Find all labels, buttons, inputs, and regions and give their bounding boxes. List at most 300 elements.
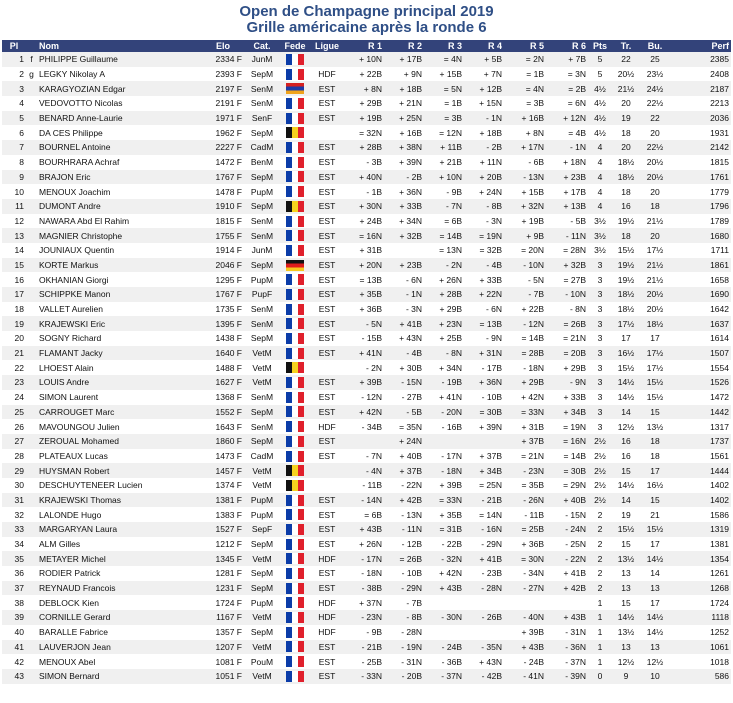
cell-ligue: EST [318, 245, 336, 256]
cell-r3: = 6B [444, 215, 462, 226]
cell-r2: + 32B [384, 228, 424, 243]
cell-r5: = 14B [521, 333, 544, 344]
cell-r6: + 32B [546, 258, 588, 273]
cell-tr: 20 [621, 98, 631, 109]
cell-bu: 13 [640, 581, 670, 596]
page-header [0, 0, 733, 40]
cell-pl: 25 [2, 405, 26, 420]
cell-r2: - 10B [401, 568, 422, 579]
cell-r3: = 4N [424, 52, 464, 67]
cell-r1: + 19B [344, 111, 384, 126]
cell-perf: 586 [670, 669, 731, 684]
table-row [2, 669, 731, 684]
flag-fr-icon [286, 318, 304, 329]
cell-r1: + 36B [359, 304, 382, 315]
cell-r2: - 28N [401, 627, 422, 638]
table-row [2, 302, 731, 317]
cell-r4: + 33B [479, 274, 502, 285]
cell-name: LAUVERJON Jean [37, 640, 202, 655]
cell-r4: + 34B [464, 463, 504, 478]
col-header-r1: R 1 [344, 40, 384, 52]
cell-bu: 20½ [646, 304, 664, 315]
cell-bu: 15½ [646, 392, 664, 403]
cell-r5: = 20N [521, 245, 544, 256]
cell-r6: = 3N [567, 69, 586, 80]
cell-r2: + 34N [399, 215, 422, 226]
cell-r6: = 27B [563, 274, 586, 285]
cell-r5: + 37B [504, 434, 546, 449]
cell-ligue: HDF [310, 610, 344, 625]
cell-bu: 24½ [640, 81, 670, 96]
cell-r5: - 34N [523, 568, 544, 579]
cell-name: MENOUX Joachim [39, 186, 111, 197]
cell-title [26, 287, 37, 302]
cell-r2: - 31N [401, 656, 422, 667]
cell-pl: 1 [2, 52, 26, 67]
col-header-r4: R 4 [464, 40, 504, 52]
page-title: Open de Champagne principal 2019 [239, 3, 494, 20]
cell-tr: 18 [621, 186, 631, 197]
cell-fede [280, 375, 310, 390]
cell-perf: 1789 [710, 215, 729, 226]
cell-r1: - 25B [361, 656, 382, 667]
cell-ligue: EST [310, 375, 344, 390]
cell-elo: 1815 F [215, 215, 242, 226]
cell-r2: - 19N [384, 640, 424, 655]
cell-name: METAYER Michel [37, 551, 202, 566]
cell-title [26, 228, 37, 243]
cell-name: BENARD Anne-Laurie [37, 111, 202, 126]
cell-r1: - 12N [361, 392, 382, 403]
cell-r6: + 12N [546, 111, 588, 126]
flag-am-icon [286, 83, 304, 94]
cell-ligue: EST [310, 669, 344, 684]
table-row [2, 346, 731, 361]
cell-perf: 1815 [710, 157, 729, 168]
cell-pts: 3½ [594, 245, 606, 256]
cell-pts: 2 [588, 551, 612, 566]
cell-pl: 2 [19, 69, 24, 80]
cell-pl: 40 [14, 627, 24, 638]
cell-r3: - 32N [424, 551, 464, 566]
cell-r2: + 16B [399, 127, 422, 138]
cell-r2: + 21N [399, 98, 422, 109]
cell-pl: 26 [14, 421, 24, 432]
cell-r5: = 33N [504, 405, 546, 420]
cell-title [26, 331, 37, 346]
cell-r1: - 4N [344, 463, 384, 478]
cell-name: DUMONT Andre [37, 199, 202, 214]
flag-fr-icon [286, 406, 304, 417]
cell-bu: 21½ [640, 258, 670, 273]
col-header-tr: Tr. [612, 40, 640, 52]
cell-name: LHOEST Alain [39, 362, 94, 373]
cell-fede [280, 405, 310, 420]
cell-elo: 1767 F [202, 170, 244, 185]
cell-r2: - 27B [401, 392, 422, 403]
cell-name: ALM Gilles [39, 539, 81, 550]
cell-pl: 31 [2, 493, 26, 508]
cell-r1: - 5N [344, 316, 384, 331]
cell-title [26, 390, 37, 405]
cell-bu: 15½ [640, 522, 670, 537]
cell-tr: 14 [612, 405, 640, 420]
flag-fr-icon [286, 304, 304, 315]
cell-r6: + 29B [563, 362, 586, 373]
col-header-pts: Pts [588, 40, 612, 52]
col-header-r2: R 2 [384, 40, 424, 52]
cell-r5: - 24B [523, 656, 544, 667]
cell-cat: PupM [250, 597, 274, 608]
cell-fede [280, 243, 310, 258]
cell-name: RODIER Patrick [39, 568, 101, 579]
cell-title [26, 463, 37, 478]
cell-tr: 9 [612, 669, 640, 684]
flag-fr-icon [286, 495, 304, 506]
cell-r2: + 43N [399, 333, 422, 344]
cell-perf: 1561 [710, 450, 729, 461]
cell-pl: 38 [14, 597, 24, 608]
cell-r5: - 7B [504, 287, 546, 302]
cell-r4: - 26B [464, 610, 504, 625]
cell-bu: 13 [640, 640, 670, 655]
cell-ligue: EST [310, 81, 344, 96]
cell-pts: 3 [597, 304, 603, 315]
cell-r5: - 26N [504, 493, 546, 508]
cell-title [26, 405, 37, 420]
cell-ligue: HDF [318, 421, 336, 432]
cell-elo: 2227 F [202, 140, 244, 155]
cell-r5: + 43B [504, 640, 546, 655]
cell-fede [280, 434, 310, 449]
cell-r6: - 37N [565, 656, 586, 667]
cell-r3: - 22B [441, 539, 462, 550]
cell-pts: 3½ [594, 215, 606, 226]
cell-title [26, 478, 37, 493]
cell-r2: + 38N [384, 140, 424, 155]
table-row [2, 331, 731, 346]
cell-r2: + 9N [403, 69, 422, 80]
cell-cat: PupM [250, 274, 274, 285]
cell-r2: - 13N [401, 509, 422, 520]
cell-cat: VetM [244, 669, 280, 684]
cell-perf: 1261 [710, 568, 729, 579]
cell-title [26, 272, 37, 287]
cell-perf: 1402 [670, 493, 731, 508]
cell-r4: + 37B [479, 450, 502, 461]
cell-r5: - 23N [504, 463, 546, 478]
cell-cat: SepF [244, 522, 280, 537]
cell-r3: + 11B [424, 140, 464, 155]
table-row [2, 478, 731, 493]
flag-fr-icon [286, 274, 304, 285]
cell-bu: 15 [640, 405, 670, 420]
cell-r3: + 39B [439, 480, 462, 491]
cell-cat: PupF [244, 287, 280, 302]
cell-name: MAVOUNGOU Julien [39, 421, 120, 432]
cell-pl: 19 [2, 316, 26, 331]
cell-elo: 1767 F [202, 287, 244, 302]
cell-r2 [384, 243, 424, 258]
cell-name: DESCHUYTENEER Lucien [39, 480, 143, 491]
cell-r4: - 8B [464, 199, 504, 214]
cell-r1: - 17N [344, 551, 384, 566]
cell-title [26, 316, 37, 331]
cell-bu: 17 [650, 539, 660, 550]
cell-r2: + 42B [384, 493, 424, 508]
cell-ligue: HDF [318, 597, 336, 608]
cell-r5: + 19B [521, 215, 544, 226]
cell-fede [280, 595, 310, 610]
cell-r1: - 21B [344, 640, 384, 655]
standings-table [2, 40, 731, 684]
cell-tr: 18½ [617, 157, 635, 168]
cell-tr: 14½ [612, 375, 640, 390]
cell-r4: = 30B [464, 405, 504, 420]
cell-r6: - 36N [546, 640, 588, 655]
cell-cat: PupM [250, 509, 274, 520]
cell-elo: 1374 F [215, 480, 242, 491]
cell-cat: VetM [252, 362, 272, 373]
cell-r3: + 25B [439, 333, 462, 344]
cell-pts: 3 [597, 333, 603, 344]
cell-r4: = 32B [479, 245, 502, 256]
cell-r6: = 14B [563, 450, 586, 461]
cell-pl: 7 [2, 140, 26, 155]
cell-pl: 20 [14, 333, 24, 344]
cell-name: LEGKY Nikolay A [39, 69, 105, 80]
cell-cat: PupM [244, 493, 280, 508]
cell-ligue: EST [318, 304, 336, 315]
cell-pl: 14 [14, 245, 24, 256]
cell-fede [280, 140, 310, 155]
cell-ligue: EST [310, 228, 344, 243]
cell-perf: 1931 [710, 127, 729, 138]
cell-pts: 1 [588, 640, 612, 655]
cell-tr: 16 [612, 434, 640, 449]
cell-pts: 5 [588, 52, 612, 67]
cell-r1: - 33N [344, 669, 384, 684]
cell-tr: 20½ [617, 69, 635, 80]
cell-r2: + 41B [384, 316, 424, 331]
table-row [2, 610, 731, 625]
cell-r2: - 29N [384, 581, 424, 596]
cell-fede [280, 478, 310, 493]
cell-cat: CadM [244, 140, 280, 155]
flag-fr-icon [286, 171, 304, 182]
cell-pl: 16 [14, 274, 24, 285]
cell-r3: + 15B [439, 69, 462, 80]
cell-cat: VetM [244, 346, 280, 361]
col-header-bu: Bu. [640, 40, 670, 52]
cell-pts: 2½ [588, 463, 612, 478]
flag-be-icon [286, 201, 304, 212]
flag-fr-icon [286, 656, 304, 667]
cell-r1: + 28B [344, 140, 384, 155]
cell-r1: + 35B [344, 287, 384, 302]
cell-name: CARROUGET Marc [37, 405, 202, 420]
cell-cat: JunM [244, 52, 280, 67]
cell-elo: 1643 F [215, 421, 242, 432]
cell-pl: 41 [2, 640, 26, 655]
cell-ligue: EST [310, 287, 344, 302]
cell-r1: + 29B [359, 98, 382, 109]
cell-perf: 1507 [670, 346, 731, 361]
cell-r6: - 31N [565, 627, 586, 638]
cell-r1: + 10N [344, 52, 384, 67]
cell-r3: - 2N [424, 258, 464, 273]
cell-bu: 20½ [640, 287, 670, 302]
cell-title [26, 434, 37, 449]
cell-r2: + 37B [384, 463, 424, 478]
cell-r4: = 19N [464, 228, 504, 243]
cell-r4: + 15N [479, 98, 502, 109]
cell-perf: 1118 [670, 610, 731, 625]
flag-fr-icon [286, 348, 304, 359]
cell-pl: 43 [2, 669, 26, 684]
cell-ligue: EST [310, 316, 344, 331]
cell-r4: + 43N [479, 656, 502, 667]
cell-name: LOUIS Andre [37, 375, 202, 390]
table-row [2, 463, 731, 478]
cell-pl: 28 [14, 450, 24, 461]
cell-bu: 18 [640, 199, 670, 214]
cell-r5: + 36B [521, 539, 544, 550]
cell-fede [280, 155, 310, 170]
table-row [2, 125, 731, 140]
cell-elo: 2046 F [202, 258, 244, 273]
cell-bu: 14½ [646, 627, 664, 638]
cell-pl: 6 [19, 127, 24, 138]
cell-tr: 13½ [612, 551, 640, 566]
cell-pl: 15 [2, 258, 26, 273]
cell-pl: 12 [14, 215, 24, 226]
cell-r3: = 33N [424, 493, 464, 508]
cell-fede [280, 493, 310, 508]
cell-title [26, 346, 37, 361]
cell-tr: 16 [612, 199, 640, 214]
cell-r4: - 23B [481, 568, 502, 579]
cell-title [26, 140, 37, 155]
cell-r4: + 18B [479, 127, 502, 138]
cell-fede [280, 302, 310, 317]
cell-name: BARALLE Fabrice [39, 627, 108, 638]
cell-pl: 27 [2, 434, 26, 449]
cell-pts: 3 [597, 274, 603, 285]
cell-perf: 1472 [710, 392, 729, 403]
table-row [2, 625, 731, 640]
cell-pts: 4½ [594, 98, 606, 109]
cell-r6: = 21N [563, 333, 586, 344]
cell-ligue: EST [310, 640, 344, 655]
cell-pl: 33 [2, 522, 26, 537]
cell-ligue: EST [318, 509, 336, 520]
cell-perf: 1268 [670, 581, 731, 596]
cell-r3: + 34N [439, 362, 462, 373]
cell-r3: = 3B [424, 111, 464, 126]
cell-r4: - 29N [481, 539, 502, 550]
cell-r2: - 15N [384, 375, 424, 390]
cell-perf: 2142 [670, 140, 731, 155]
cell-cat: SepM [244, 581, 280, 596]
flag-fr-icon [286, 289, 304, 300]
flag-de-icon [286, 260, 304, 271]
cell-r5: = 25B [504, 522, 546, 537]
cell-elo: 1295 F [215, 274, 242, 285]
cell-pl: 18 [14, 304, 24, 315]
cell-r5: + 8N [525, 127, 544, 138]
cell-r1: + 31B [359, 245, 382, 256]
cell-r2: + 25N [384, 111, 424, 126]
cell-r6: = 4B [568, 127, 586, 138]
cell-title [26, 581, 37, 596]
cell-name: VALLET Aurelien [39, 304, 103, 315]
cell-bu: 14½ [640, 551, 670, 566]
cell-tr: 18½ [612, 170, 640, 185]
cell-pts: 2 [597, 568, 603, 579]
cell-r1: - 9B [366, 627, 382, 638]
cell-pts: 1 [597, 656, 603, 667]
cell-fede [280, 214, 310, 229]
cell-r2: + 36N [399, 186, 422, 197]
cell-r4: - 35N [464, 640, 504, 655]
cell-bu: 21 [650, 509, 660, 520]
cell-r4: = 13B [464, 316, 504, 331]
cell-r1: - 11B [362, 480, 382, 491]
cell-r1: - 23N [344, 610, 384, 625]
flag-fr-icon [286, 627, 304, 638]
cell-r5: - 40N [504, 610, 546, 625]
cell-ligue: EST [310, 493, 344, 508]
cell-r1: = 16N [344, 228, 384, 243]
table-row [2, 272, 731, 287]
cell-ligue [310, 463, 344, 478]
cell-r6: + 33B [563, 392, 586, 403]
cell-perf: 1642 [710, 304, 729, 315]
cell-bu: 18 [650, 450, 660, 461]
cell-pl: 34 [14, 539, 24, 550]
cell-pts: 3 [588, 346, 612, 361]
flag-be-icon [286, 127, 304, 138]
cell-r3: + 28B [424, 287, 464, 302]
cell-title [26, 214, 37, 229]
cell-elo: 1167 F [202, 610, 244, 625]
flag-fr-icon [286, 568, 304, 579]
cell-ligue: HDF [318, 627, 336, 638]
cell-tr: 15½ [617, 245, 635, 256]
col-header-elo: Elo [202, 40, 244, 52]
table-row [2, 184, 731, 199]
cell-r6: = 20B [546, 346, 588, 361]
flag-fr-icon [286, 69, 304, 80]
cell-title [26, 640, 37, 655]
cell-cat: SepM [250, 69, 274, 80]
cell-elo: 1860 F [202, 434, 244, 449]
cell-pl: 32 [14, 509, 24, 520]
flag-fr-icon [286, 671, 304, 682]
cell-cat: SepM [250, 333, 274, 344]
cell-cat: SenM [250, 421, 274, 432]
cell-pts: 0 [588, 669, 612, 684]
cell-pts: 5 [597, 69, 603, 80]
cell-tr: 19 [612, 111, 640, 126]
cell-name: SIMON Bernard [37, 669, 202, 684]
cell-r3: + 35B [439, 509, 462, 520]
cell-perf: 2187 [670, 81, 731, 96]
cell-title [26, 419, 37, 434]
cell-fede [280, 67, 310, 82]
cell-r4: - 3N [485, 215, 502, 226]
